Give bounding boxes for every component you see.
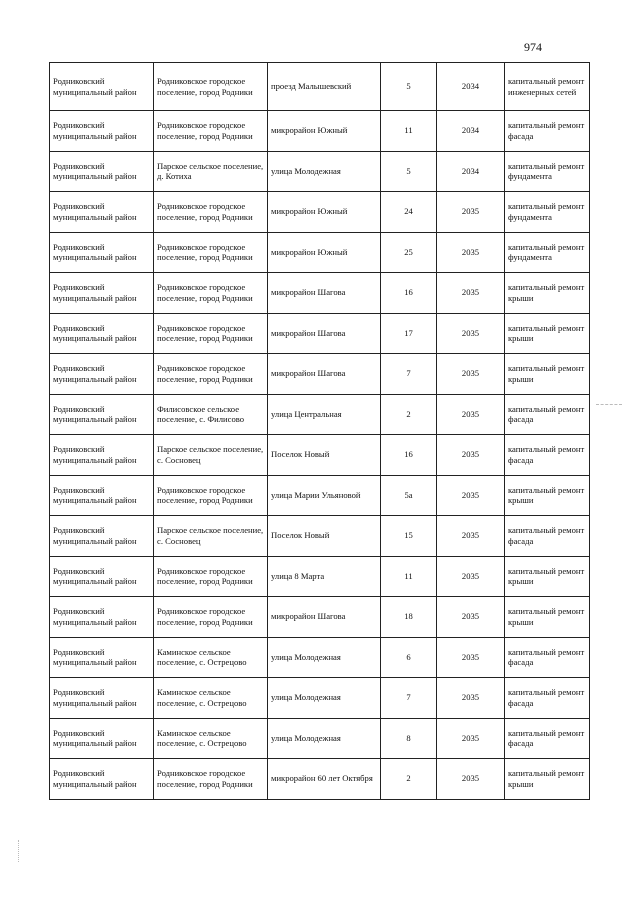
- work-type-cell: капитальный ремонт фасада: [505, 394, 590, 435]
- street-cell: микрорайон Южный: [268, 192, 381, 233]
- house-number-cell: 15: [381, 516, 437, 557]
- settlement-cell: Родниковское городское поселение, город Родники: [154, 759, 268, 800]
- street-cell: улица Центральная: [268, 394, 381, 435]
- settlement-cell: Родниковское городское поселение, город Родники: [154, 111, 268, 152]
- year-cell: 2035: [437, 678, 505, 719]
- year-cell: 2035: [437, 516, 505, 557]
- table-row: [50, 111, 590, 152]
- year-cell: 2035: [437, 232, 505, 273]
- street-cell: микрорайон Шагова: [268, 354, 381, 395]
- table-row: [50, 556, 590, 597]
- street-cell: микрорайон 60 лет Октября: [268, 759, 381, 800]
- house-number-cell: 5: [381, 151, 437, 192]
- house-number-cell: 2: [381, 394, 437, 435]
- work-type-cell: капитальный ремонт крыши: [505, 556, 590, 597]
- table-row: [50, 475, 590, 516]
- house-number-cell: 18: [381, 597, 437, 638]
- house-number-cell: 16: [381, 273, 437, 314]
- street-cell: микрорайон Южный: [268, 111, 381, 152]
- district-cell: Родниковский муниципальный район: [50, 678, 154, 719]
- street-cell: Поселок Новый: [268, 435, 381, 476]
- settlement-cell: Родниковское городское поселение, город Родники: [154, 354, 268, 395]
- street-cell: улица Марии Ульяновой: [268, 475, 381, 516]
- house-number-cell: 11: [381, 111, 437, 152]
- table-row: [50, 516, 590, 557]
- settlement-cell: Родниковское городское поселение, город Родники: [154, 556, 268, 597]
- table-row: [50, 151, 590, 192]
- work-type-cell: капитальный ремонт крыши: [505, 313, 590, 354]
- table-row: [50, 759, 590, 800]
- year-cell: 2034: [437, 63, 505, 111]
- work-type-cell: капитальный ремонт фасада: [505, 111, 590, 152]
- table-row: [50, 394, 590, 435]
- district-cell: Родниковский муниципальный район: [50, 63, 154, 111]
- work-type-cell: капитальный ремонт фасада: [505, 637, 590, 678]
- table-row: [50, 192, 590, 233]
- district-cell: Родниковский муниципальный район: [50, 111, 154, 152]
- work-type-cell: капитальный ремонт фундамента: [505, 151, 590, 192]
- settlement-cell: Филисовское сельское поселение, с. Филисово: [154, 394, 268, 435]
- table-row: [50, 232, 590, 273]
- settlement-cell: Родниковское городское поселение, город Родники: [154, 192, 268, 233]
- work-type-cell: капитальный ремонт фасада: [505, 678, 590, 719]
- district-cell: Родниковский муниципальный район: [50, 273, 154, 314]
- district-cell: Родниковский муниципальный район: [50, 192, 154, 233]
- settlement-cell: Родниковское городское поселение, город Родники: [154, 597, 268, 638]
- settlement-cell: Родниковское городское поселение, город Родники: [154, 313, 268, 354]
- table-row: [50, 718, 590, 759]
- work-type-cell: капитальный ремонт фасада: [505, 435, 590, 476]
- district-cell: Родниковский муниципальный район: [50, 475, 154, 516]
- house-number-cell: 11: [381, 556, 437, 597]
- district-cell: Родниковский муниципальный район: [50, 313, 154, 354]
- settlement-cell: Родниковское городское поселение, город Родники: [154, 475, 268, 516]
- year-cell: 2035: [437, 354, 505, 395]
- street-cell: микрорайон Шагова: [268, 313, 381, 354]
- year-cell: 2035: [437, 435, 505, 476]
- work-type-cell: капитальный ремонт фундамента: [505, 232, 590, 273]
- year-cell: 2035: [437, 313, 505, 354]
- house-number-cell: 25: [381, 232, 437, 273]
- year-cell: 2035: [437, 273, 505, 314]
- work-type-cell: капитальный ремонт крыши: [505, 597, 590, 638]
- house-number-cell: 7: [381, 678, 437, 719]
- house-number-cell: 7: [381, 354, 437, 395]
- street-cell: Поселок Новый: [268, 516, 381, 557]
- district-cell: Родниковский муниципальный район: [50, 232, 154, 273]
- house-number-cell: 17: [381, 313, 437, 354]
- settlement-cell: Родниковское городское поселение, город Родники: [154, 63, 268, 111]
- district-cell: Родниковский муниципальный район: [50, 354, 154, 395]
- year-cell: 2035: [437, 597, 505, 638]
- work-type-cell: капитальный ремонт крыши: [505, 354, 590, 395]
- scan-mark: [18, 840, 21, 862]
- district-cell: Родниковский муниципальный район: [50, 759, 154, 800]
- year-cell: 2035: [437, 759, 505, 800]
- street-cell: микрорайон Шагова: [268, 273, 381, 314]
- year-cell: 2035: [437, 556, 505, 597]
- year-cell: 2035: [437, 192, 505, 233]
- year-cell: 2035: [437, 718, 505, 759]
- table-row: [50, 313, 590, 354]
- district-cell: Родниковский муниципальный район: [50, 597, 154, 638]
- settlement-cell: Каминское сельское поселение, с. Острецово: [154, 718, 268, 759]
- work-type-cell: капитальный ремонт фасада: [505, 516, 590, 557]
- district-cell: Родниковский муниципальный район: [50, 718, 154, 759]
- page-number: 974: [524, 40, 542, 54]
- table-row: [50, 435, 590, 476]
- work-type-cell: капитальный ремонт фасада: [505, 718, 590, 759]
- work-type-cell: капитальный ремонт крыши: [505, 273, 590, 314]
- year-cell: 2035: [437, 475, 505, 516]
- table-row: [50, 597, 590, 638]
- housing-repair-table: [49, 62, 590, 800]
- work-type-cell: капитальный ремонт инженерных сетей: [505, 63, 590, 111]
- year-cell: 2034: [437, 151, 505, 192]
- settlement-cell: Парское сельское поселение, д. Котиха: [154, 151, 268, 192]
- house-number-cell: 8: [381, 718, 437, 759]
- house-number-cell: 6: [381, 637, 437, 678]
- settlement-cell: Парское сельское поселение, с. Сосновец: [154, 435, 268, 476]
- district-cell: Родниковский муниципальный район: [50, 637, 154, 678]
- house-number-cell: 24: [381, 192, 437, 233]
- settlement-cell: Каминское сельское поселение, с. Острецово: [154, 637, 268, 678]
- table-row: [50, 63, 590, 111]
- street-cell: улица Молодежная: [268, 151, 381, 192]
- district-cell: Родниковский муниципальный район: [50, 394, 154, 435]
- table-row: [50, 354, 590, 395]
- table-row: [50, 273, 590, 314]
- district-cell: Родниковский муниципальный район: [50, 435, 154, 476]
- street-cell: улица Молодежная: [268, 718, 381, 759]
- scan-edge-mark: [596, 404, 622, 405]
- house-number-cell: 2: [381, 759, 437, 800]
- street-cell: улица Молодежная: [268, 678, 381, 719]
- district-cell: Родниковский муниципальный район: [50, 556, 154, 597]
- street-cell: улица 8 Марта: [268, 556, 381, 597]
- house-number-cell: 16: [381, 435, 437, 476]
- street-cell: проезд Малышевский: [268, 63, 381, 111]
- district-cell: Родниковский муниципальный район: [50, 516, 154, 557]
- settlement-cell: Родниковское городское поселение, город Родники: [154, 273, 268, 314]
- work-type-cell: капитальный ремонт крыши: [505, 475, 590, 516]
- house-number-cell: 5а: [381, 475, 437, 516]
- settlement-cell: Каминское сельское поселение, с. Острецово: [154, 678, 268, 719]
- work-type-cell: капитальный ремонт фундамента: [505, 192, 590, 233]
- settlement-cell: Парское сельское поселение, с. Сосновец: [154, 516, 268, 557]
- year-cell: 2035: [437, 637, 505, 678]
- table-row: [50, 637, 590, 678]
- table-body: [50, 63, 590, 800]
- year-cell: 2034: [437, 111, 505, 152]
- table-row: [50, 678, 590, 719]
- settlement-cell: Родниковское городское поселение, город Родники: [154, 232, 268, 273]
- year-cell: 2035: [437, 394, 505, 435]
- street-cell: микрорайон Южный: [268, 232, 381, 273]
- street-cell: микрорайон Шагова: [268, 597, 381, 638]
- district-cell: Родниковский муниципальный район: [50, 151, 154, 192]
- street-cell: улица Молодежная: [268, 637, 381, 678]
- house-number-cell: 5: [381, 63, 437, 111]
- work-type-cell: капитальный ремонт крыши: [505, 759, 590, 800]
